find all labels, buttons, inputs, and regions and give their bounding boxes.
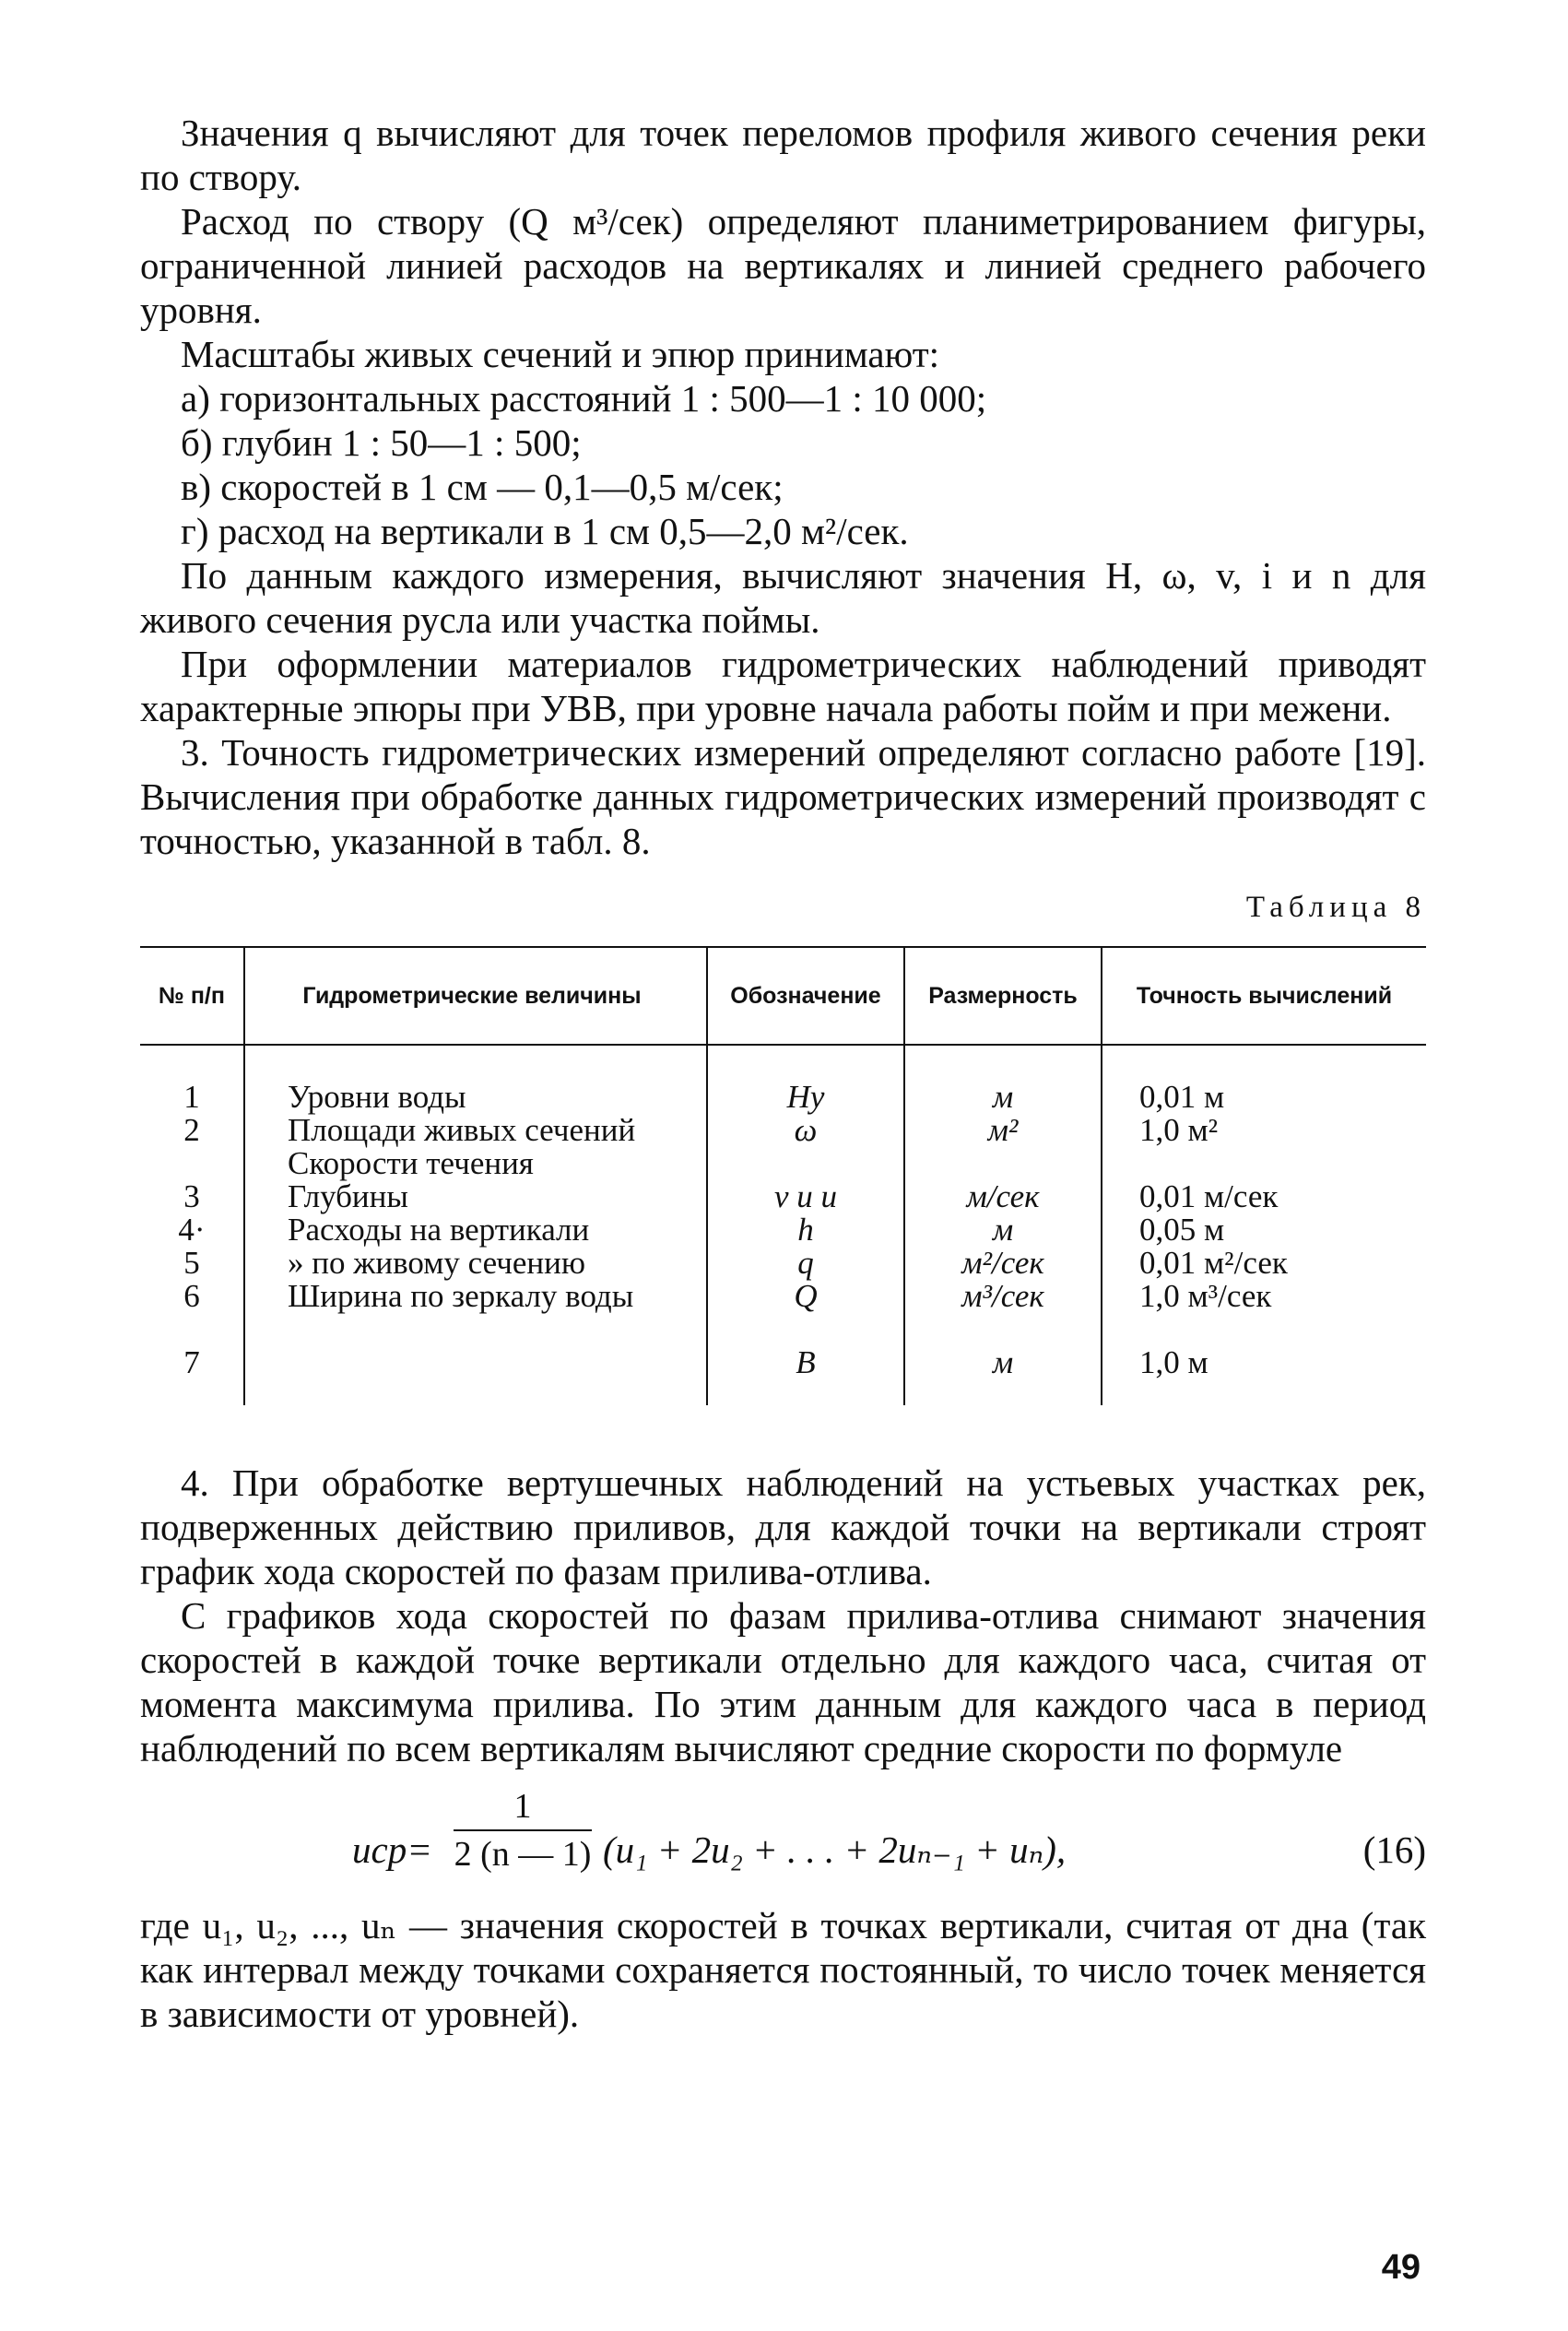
formula-fraction (454, 1783, 592, 1877)
paragraph-variables: где u₁, u₂, ..., uₙ — значения скоростей в точках вертикали, считая от дна (так как интервал между точками сохраняется постоянный, то число точек меняется в зависимости от уровней). (140, 1904, 1426, 2035)
cell-accuracy: 0,01 м 1,0 м² 0,01 м/сек 0,05 м 0,01 м²/сек 1,0 м³/сек 1,0 м (1102, 1045, 1426, 1405)
header-dimension: Размерность (904, 947, 1102, 1045)
table-row (140, 1045, 1426, 1405)
section-tidal (140, 1461, 1426, 1770)
cell-numbers: 1 2 3 4· 5 6 7 (178, 1079, 206, 1380)
cell-dimensions: м м² м/сек м м²/сек м³/сек м (904, 1045, 1102, 1405)
formula-expression (352, 1783, 1090, 1903)
paragraph-characteristic-plots: При оформлении материалов гидрометрических наблюдений приводят характерные эпюры при УВВ, при уровне начала работы пойм и при межени. (140, 643, 1426, 729)
header-number: № п/п (140, 947, 244, 1045)
paragraph-tidal-observations: 4. При обработке вертушечных наблюдений на устьевых участках рек, подверженных действию приливов, для каждой точки на вертикали строят график хода скоростей по фазам прилива-отлива. (140, 1461, 1426, 1592)
page-number: 49 (1381, 2248, 1421, 2287)
header-symbol: Обозначение (707, 947, 904, 1045)
scale-item-velocity: в) скоростей в 1 см — 0,1—0,5 м/сек; (181, 466, 784, 508)
formula-numerator: 1 (513, 1787, 532, 1826)
table-header-row (140, 947, 1426, 1045)
page-body (140, 111, 1426, 2036)
formula-denominator: 2 (n — 1) (454, 1835, 592, 1874)
formula-lhs: uср= (352, 1828, 432, 1871)
cell-quantities: Уровни воды Площади живых сечений Скорости течения Глубины Расходы на вертикали » по живому сечению Ширина по зеркалу воды (244, 1045, 707, 1405)
paragraph-q-values: Значения q вычисляют для точек переломов профиля живого сечения реки по створу. (140, 112, 1426, 198)
cell-symbols: Hу ω v и u h q Q B (707, 1045, 904, 1405)
formula-rhs: (u₁ + 2u₂ + . . . + 2uₙ₋₁ + uₙ), (603, 1828, 1067, 1871)
formula-16 (140, 1783, 1426, 1903)
paragraph-accuracy: 3. Точность гидрометрических измерений определяют согласно работе [19]. Вычисления при обработке данных гидрометрических измерений производят с точностью, указанной в табл. 8. (140, 731, 1426, 862)
scale-item-discharge: г) расход на вертикали в 1 см 0,5—2,0 м²/сек. (181, 510, 909, 552)
paragraph-discharge: Расход по створу (Q м³/сек) определяют планиметрированием фигуры, ограниченной линией расходов на вертикалях и линией среднего рабочего уровня. (140, 200, 1426, 331)
paragraph-measurement-values: По данным каждого измерения, вычисляют значения H, ω, v, i и n для живого сечения русла или участка поймы. (140, 554, 1426, 641)
header-accuracy: Точность вычислений (1102, 947, 1426, 1045)
accuracy-table (140, 946, 1426, 1405)
paragraph-scales-intro: Масштабы живых сечений и эпюр принимают: (181, 333, 940, 375)
paragraph-mean-velocity: С графиков хода скоростей по фазам прилива-отлива снимают значения скоростей в каждой точке вертикали отдельно для каждого часа, считая от момента максимума прилива. По этим данным для каждого часа в период наблюдений по всем вертикалям вычисляют средние скорости по формуле (140, 1594, 1426, 1769)
scale-item-horizontal: а) горизонтальных расстояний 1 : 500—1 : 10 000; (181, 377, 987, 420)
table-title: Таблица 8 (1245, 891, 1426, 924)
equation-number: (16) (1362, 1828, 1426, 1871)
header-quantity: Гидрометрические величины (244, 947, 707, 1045)
scale-item-depth: б) глубин 1 : 50—1 : 500; (181, 421, 582, 464)
